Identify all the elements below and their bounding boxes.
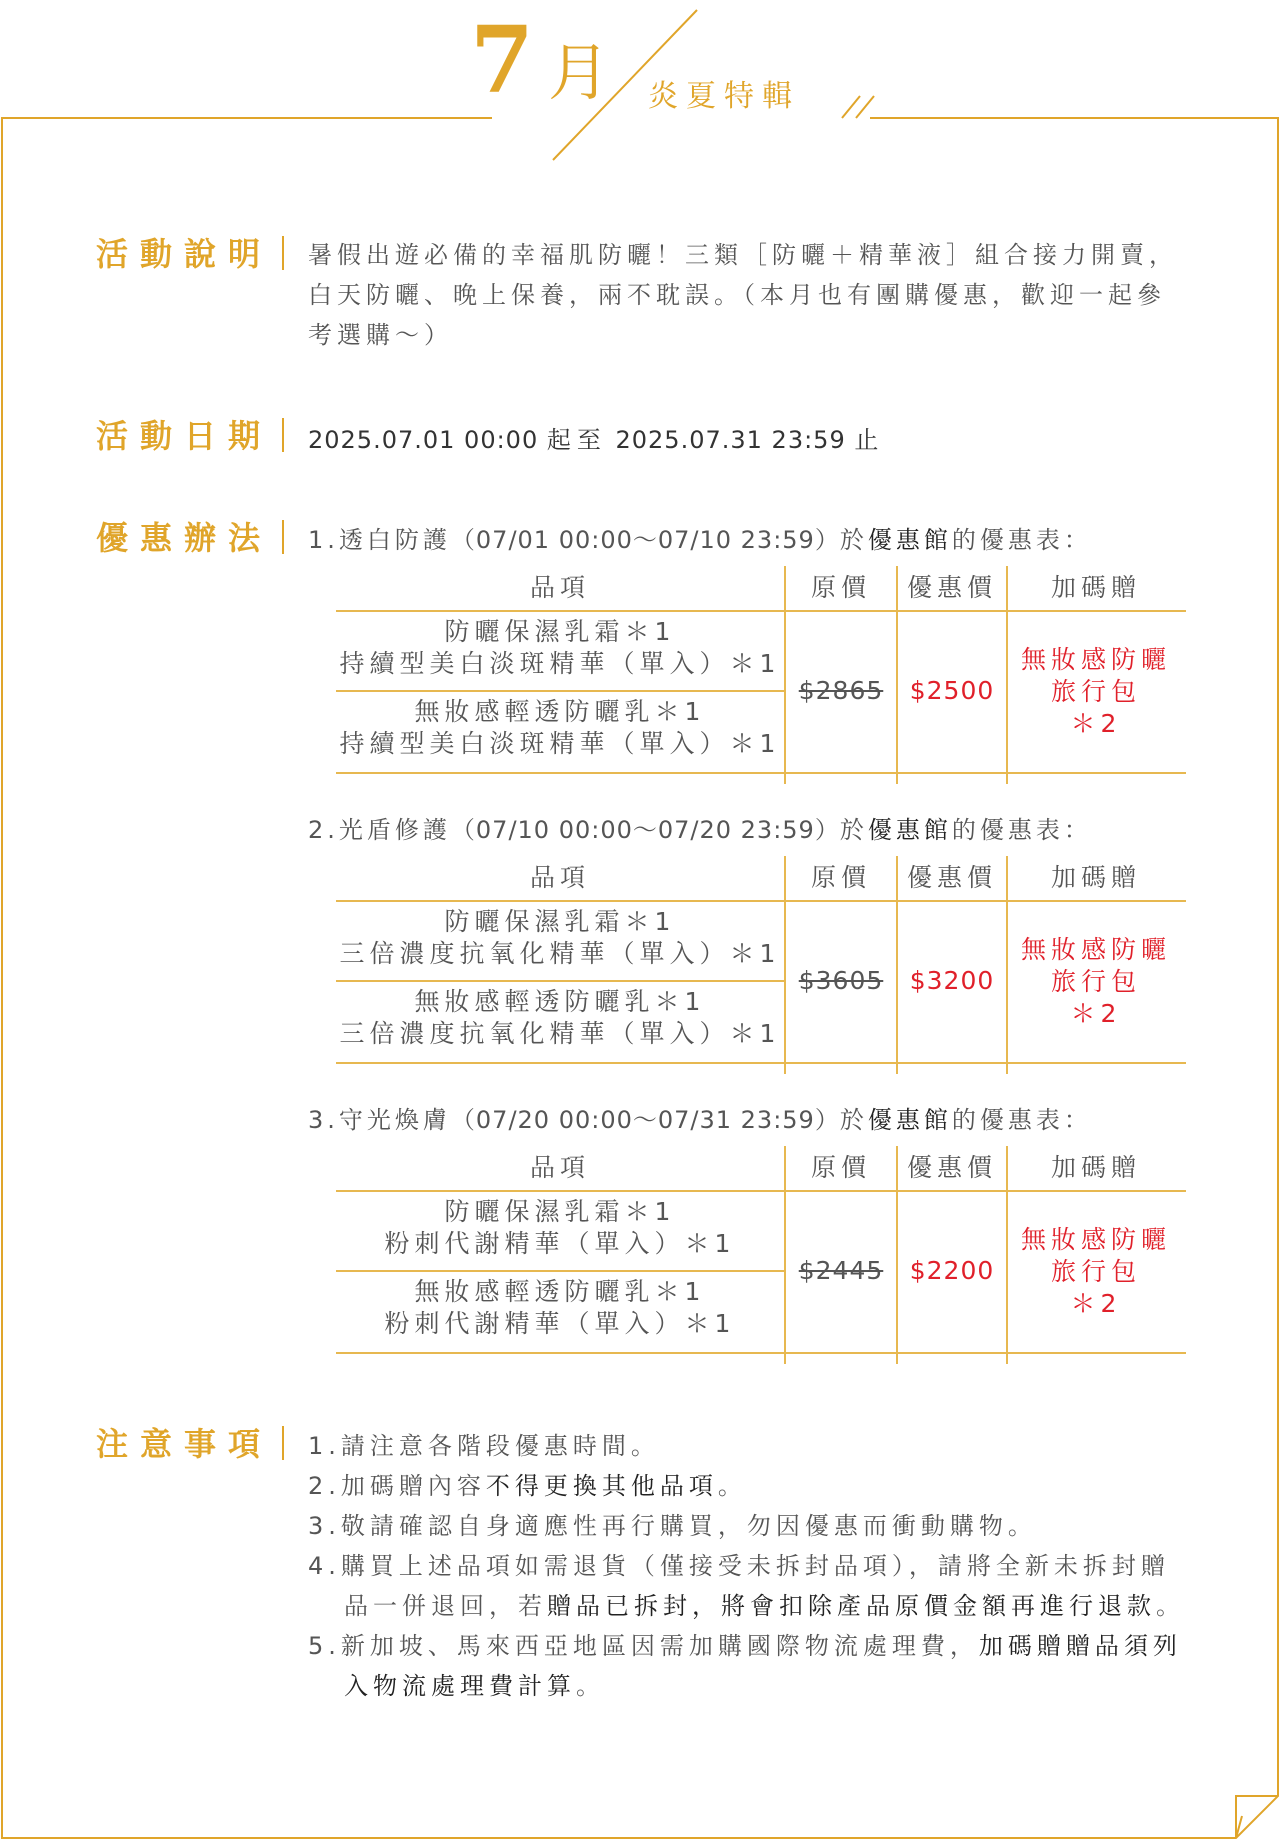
dates-divider — [282, 418, 284, 452]
table-row: 防曬保濕乳霜＊1 三倍濃度抗氧化精華（單入）＊1 — [339, 907, 781, 968]
col-header-sale: 優惠價 — [906, 1153, 997, 1182]
sale-price: $2500 — [909, 676, 995, 705]
table-row: 防曬保濕乳霜＊1 持續型美白淡斑精華（單入）＊1 — [339, 617, 781, 678]
table-rule — [336, 1270, 784, 1272]
table-rule — [336, 1352, 1186, 1354]
table-rule — [336, 690, 784, 692]
dates-label: 活動日期 — [96, 417, 273, 455]
promo-divider — [282, 520, 284, 554]
table-rule — [336, 1062, 1186, 1064]
note-item: 3.敬請確認自身適應性再行購買，勿因優惠而衝動購物。 — [308, 1512, 1037, 1540]
promo-label: 優惠辦法 — [96, 519, 273, 557]
original-price: $2445 — [798, 1256, 884, 1285]
col-header-sale: 優惠價 — [906, 863, 997, 892]
intro-label: 活動說明 — [96, 235, 273, 273]
col-header-item: 品項 — [529, 573, 590, 602]
promo-heading: 1.透白防護（07/01 00:00～07/10 23:59）於優惠館的優惠表： — [308, 526, 1092, 554]
table-row: 無妝感輕透防曬乳＊1 三倍濃度抗氧化精華（單入）＊1 — [339, 987, 781, 1048]
note-item: 4.購買上述品項如需退貨（僅接受未拆封品項），請將全新未拆封贈品一併退回，若贈品已拆封，將會扣除產品原價金額再進行退款。 — [308, 1552, 1185, 1620]
month-char: 月 — [548, 36, 611, 109]
bonus-gift: 無妝感防曬 旅行包 ＊2 — [1020, 645, 1171, 738]
table-rule — [336, 772, 1186, 774]
intro-text: 暑假出遊必備的幸福肌防曬！三類［防曬＋精華液］組合接力開賣，白天防曬、晚上保養，兩不耽誤。（本月也有團購優惠，歡迎一起參考選購～） — [308, 241, 1178, 349]
notes-list — [308, 1426, 1188, 1706]
bonus-gift: 無妝感防曬 旅行包 ＊2 — [1020, 1225, 1171, 1318]
note-item: 5.新加坡、馬來西亞地區因需加購國際物流處理費，加碼贈贈品須列入物流處理費計算。 — [308, 1632, 1182, 1700]
table-row: 無妝感輕透防曬乳＊1 持續型美白淡斑精華（單入）＊1 — [339, 697, 781, 758]
col-header-item: 品項 — [529, 863, 590, 892]
promo-heading: 2.光盾修護（07/10 00:00～07/20 23:59）於優惠館的優惠表： — [308, 816, 1092, 844]
table-rule — [336, 980, 784, 982]
date-end-word: 止 — [854, 426, 885, 454]
note-item: 1.請注意各階段優惠時間。 — [308, 1432, 660, 1460]
bonus-gift: 無妝感防曬 旅行包 ＊2 — [1020, 935, 1171, 1028]
col-header-orig: 原價 — [810, 573, 871, 602]
col-header-orig: 原價 — [810, 863, 871, 892]
dates-value — [308, 428, 884, 452]
promo-heading: 3.守光煥膚（07/20 00:00～07/31 23:59）於優惠館的優惠表： — [308, 1106, 1092, 1134]
date-end: 2025.07.31 23:59 — [615, 426, 846, 454]
month-number: 7 — [470, 6, 531, 114]
date-connector: 起至 — [546, 426, 607, 454]
sale-price: $2200 — [909, 1256, 995, 1285]
notes-label: 注意事項 — [96, 1425, 273, 1463]
notes-divider — [282, 1426, 284, 1460]
table-rule — [336, 610, 1186, 612]
note-item: 2.加碼贈內容不得更換其他品項。 — [308, 1472, 747, 1500]
col-header-orig: 原價 — [810, 1153, 871, 1182]
original-price: $3605 — [798, 966, 884, 995]
table-row: 防曬保濕乳霜＊1 粉刺代謝精華（單入）＊1 — [384, 1197, 736, 1258]
page-subtitle: 炎夏特輯 — [648, 79, 800, 114]
table-row: 無妝感輕透防曬乳＊1 粉刺代謝精華（單入）＊1 — [384, 1277, 736, 1338]
table-rule — [336, 900, 1186, 902]
col-header-gift: 加碼贈 — [1050, 573, 1141, 602]
col-header-gift: 加碼贈 — [1050, 863, 1141, 892]
original-price: $2865 — [798, 676, 884, 705]
col-header-gift: 加碼贈 — [1050, 1153, 1141, 1182]
table-rule — [336, 1190, 1186, 1192]
date-start: 2025.07.01 00:00 — [308, 426, 539, 454]
col-header-item: 品項 — [529, 1153, 590, 1182]
col-header-sale: 優惠價 — [906, 573, 997, 602]
intro-divider — [282, 236, 284, 270]
sale-price: $3200 — [909, 966, 995, 995]
